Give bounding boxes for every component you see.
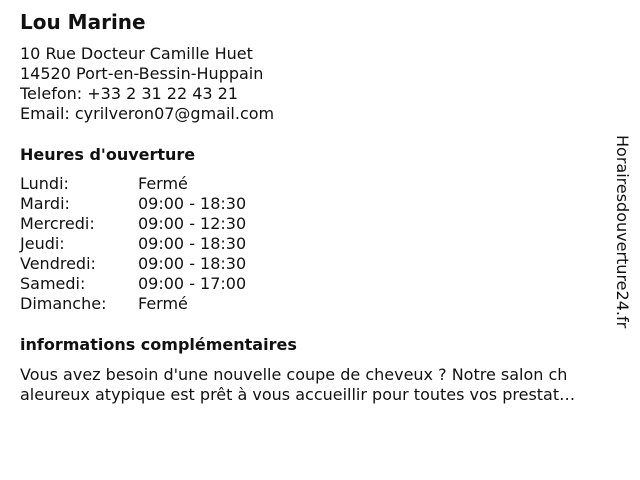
opening-hours-table [20,174,246,314]
opening-hours-heading: Heures d'ouverture [20,145,196,164]
site-link[interactable]: Horairesdouverture24.fr [613,135,632,329]
hours-row-monday [20,174,246,194]
hours-row-thursday [20,234,246,254]
phone-number[interactable]: Telefon: +33 2 31 22 43 21 [20,84,239,103]
hours-row-friday [20,254,246,274]
info-text-line: Vous avez besoin d'une nouvelle coupe de cheveux ? Notre salon ch [20,365,568,384]
address-city: 14520 Port-en-Bessin-Huppain [20,64,264,83]
day-label: Jeudi: [20,234,65,253]
info-text-line: aleureux atypique est prêt à vous accueillir pour toutes vos prestat… [20,385,576,404]
additional-info-heading: informations complémentaires [20,335,297,354]
day-label: Vendredi: [20,254,96,273]
day-hours: 09:00 - 12:30 [138,214,247,233]
day-label: Mercredi: [20,214,95,233]
hours-row-tuesday [20,194,246,214]
hours-row-saturday [20,274,246,294]
day-label: Dimanche: [20,294,107,313]
day-label: Mardi: [20,194,70,213]
day-hours: 09:00 - 18:30 [138,194,247,213]
day-hours: 09:00 - 18:30 [138,254,247,273]
address-street: 10 Rue Docteur Camille Huet [20,44,253,63]
day-hours: 09:00 - 17:00 [138,274,247,293]
day-label: Samedi: [20,274,86,293]
additional-info-text [20,365,620,405]
day-hours: 09:00 - 18:30 [138,234,247,253]
day-hours: Fermé [138,294,188,313]
hours-row-sunday [20,294,246,314]
email-address[interactable]: Email: cyrilveron07@gmail.com [20,104,275,123]
hours-row-wednesday [20,214,246,234]
day-label: Lundi: [20,174,69,193]
day-hours: Fermé [138,174,188,193]
contact-block [20,44,274,124]
business-name: Lou Marine [20,10,146,34]
